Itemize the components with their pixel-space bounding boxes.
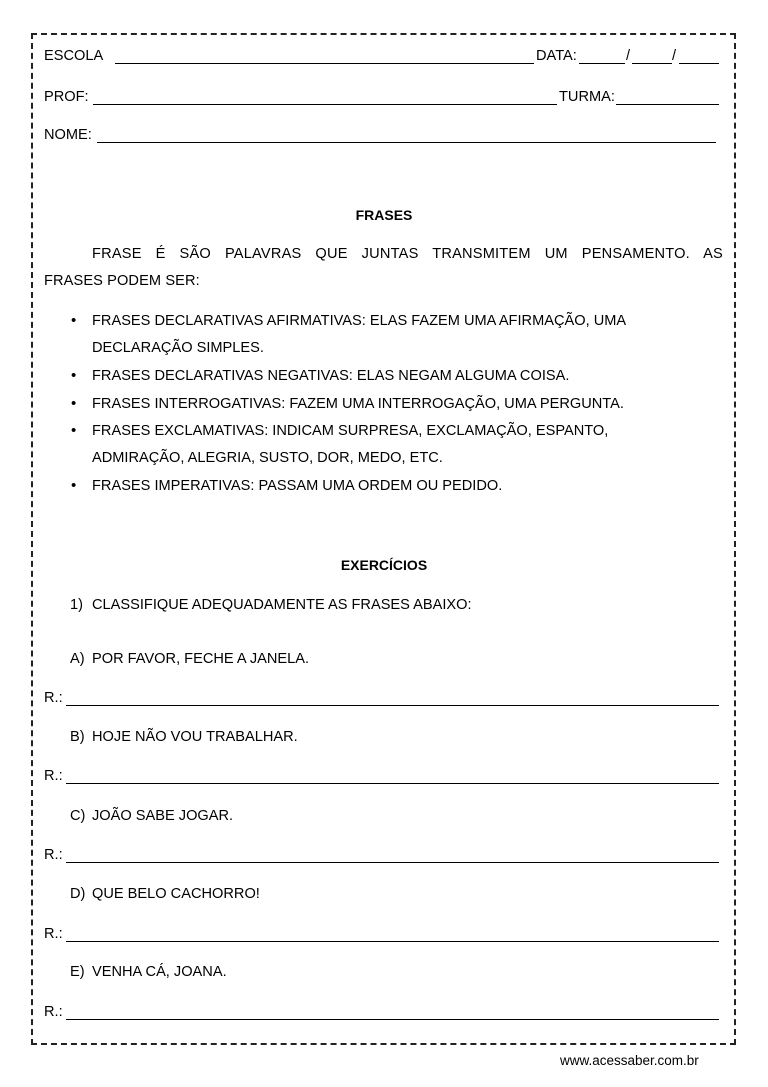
answer-d-field[interactable] (66, 941, 719, 942)
bullet-icon: • (71, 422, 77, 439)
section-title-exercicios: EXERCÍCIOS (340, 557, 428, 573)
escola-label: ESCOLA (44, 48, 104, 64)
bullet-icon: • (71, 395, 77, 412)
intro-line-2: FRASES PODEM SER: (44, 273, 200, 289)
answer-b-field[interactable] (66, 783, 719, 784)
prof-field[interactable] (93, 104, 557, 105)
nome-label: NOME: (44, 127, 92, 143)
data-label: DATA: (536, 48, 577, 64)
bullet-1-line-1: FRASES DECLARATIVAS AFIRMATIVAS: ELAS FAZEM UMA AFIRMAÇÃO, UMA (92, 313, 627, 329)
prof-label: PROF: (44, 89, 89, 105)
answer-c-field[interactable] (66, 862, 719, 863)
answer-label: R.: (44, 1004, 63, 1020)
item-e-text: VENHA CÁ, JOANA. (92, 964, 227, 980)
answer-a-field[interactable] (66, 705, 719, 706)
bullet-5-line-1: FRASES IMPERATIVAS: PASSAM UMA ORDEM OU PEDIDO. (92, 478, 503, 494)
bullet-4-line-1: FRASES EXCLAMATIVAS: INDICAM SURPRESA, EXCLAMAÇÃO, ESPANTO, (92, 423, 609, 439)
section-title-frases: FRASES (355, 207, 413, 223)
data-slash-2: / (672, 48, 677, 64)
item-e-letter: E) (70, 964, 85, 980)
answer-label: R.: (44, 847, 63, 863)
bullet-4-line-2: ADMIRAÇÃO, ALEGRIA, SUSTO, DOR, MEDO, ETC. (92, 450, 443, 466)
item-a-letter: A) (70, 651, 85, 667)
bullet-3-line-1: FRASES INTERROGATIVAS: FAZEM UMA INTERROGAÇÃO, UMA PERGUNTA. (92, 396, 624, 412)
answer-label: R.: (44, 926, 63, 942)
item-b-letter: B) (70, 729, 85, 745)
item-c-letter: C) (70, 808, 86, 824)
nome-field[interactable] (97, 142, 716, 143)
bullet-icon: • (71, 477, 77, 494)
answer-label: R.: (44, 690, 63, 706)
turma-label: TURMA: (559, 89, 615, 105)
item-c-text: JOÃO SABE JOGAR. (92, 808, 234, 824)
data-year-field[interactable] (679, 63, 719, 64)
turma-field[interactable] (616, 104, 719, 105)
data-day-field[interactable] (579, 63, 625, 64)
answer-label: R.: (44, 768, 63, 784)
escola-field[interactable] (115, 63, 534, 64)
data-month-field[interactable] (632, 63, 672, 64)
item-b-text: HOJE NÃO VOU TRABALHAR. (92, 729, 298, 745)
item-a-text: POR FAVOR, FECHE A JANELA. (92, 651, 310, 667)
item-d-letter: D) (70, 886, 86, 902)
intro-line-1: FRASE É SÃO PALAVRAS QUE JUNTAS TRANSMITEM UM PENSAMENTO. AS (92, 246, 723, 262)
bullet-2-line-1: FRASES DECLARATIVAS NEGATIVAS: ELAS NEGAM ALGUMA COISA. (92, 368, 570, 384)
bullet-icon: • (71, 367, 77, 384)
question-number: 1) (70, 597, 83, 613)
bullet-icon: • (71, 312, 77, 329)
answer-e-field[interactable] (66, 1019, 719, 1020)
question-text: CLASSIFIQUE ADEQUADAMENTE AS FRASES ABAIXO: (92, 597, 472, 613)
bullet-1-line-2: DECLARAÇÃO SIMPLES. (92, 340, 264, 356)
footer-website: www.acessaber.com.br (560, 1053, 699, 1068)
data-slash-1: / (626, 48, 631, 64)
item-d-text: QUE BELO CACHORRO! (92, 886, 260, 902)
